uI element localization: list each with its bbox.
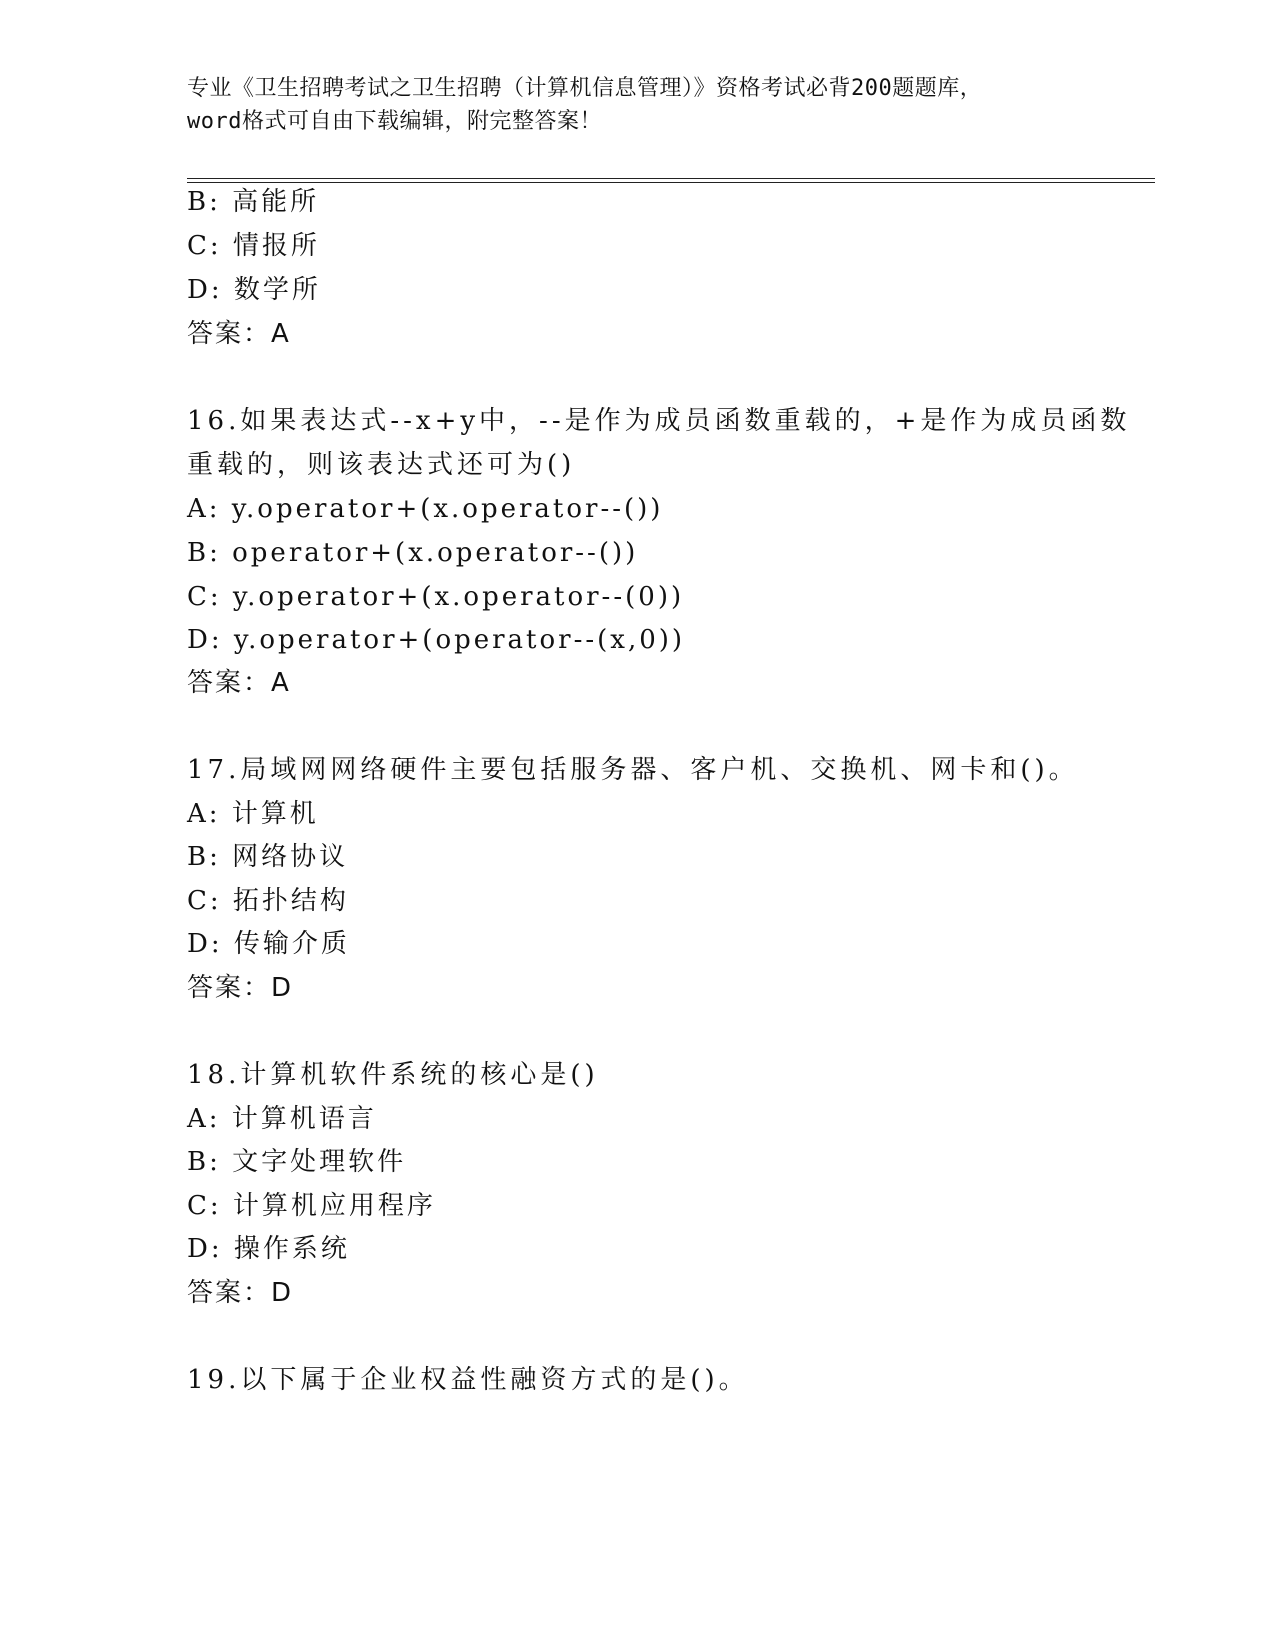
header-divider — [187, 178, 1155, 183]
q19-text: 19.以下属于企业权益性融资方式的是()。 — [187, 1365, 749, 1395]
q16-option-a: A: y.operator+(x.operator--()) — [187, 494, 664, 524]
q17-option-a: A: 计算机 — [187, 799, 319, 829]
header-title-line-1: 专业《卫生招聘考试之卫生招聘（计算机信息管理）》资格考试必背200题题库， — [187, 76, 983, 101]
q18-text: 18.计算机软件系统的核心是() — [187, 1060, 599, 1090]
q17-option-b: B: 网络协议 — [187, 842, 349, 872]
q18-option-a: A: 计算机语言 — [187, 1104, 377, 1134]
q17-answer: 答案：D — [187, 973, 294, 1003]
q18-option-c: C: 计算机应用程序 — [187, 1191, 436, 1221]
header-title-line-2: word格式可自由下载编辑，附完整答案！ — [187, 109, 602, 134]
document-header — [187, 72, 1087, 138]
q16-option-b: B: operator+(x.operator--()) — [187, 538, 639, 568]
q17-option-c: C: 拓扑结构 — [187, 886, 349, 916]
q16-option-c: C: y.operator+(x.operator--(0)) — [187, 582, 685, 612]
q18-option-b: B: 文字处理软件 — [187, 1147, 407, 1177]
q16-text-line-2: 重载的，则该表达式还可为() — [187, 450, 576, 480]
q16-option-d: D: y.operator+(operator--(x,0)) — [187, 625, 686, 655]
prev-option-d: D: 数学所 — [187, 275, 321, 305]
prev-answer: 答案：A — [187, 319, 291, 349]
prev-option-b: B: 高能所 — [187, 187, 320, 217]
q16-answer: 答案：A — [187, 668, 291, 698]
q18-option-d: D: 操作系统 — [187, 1234, 350, 1264]
q17-option-d: D: 传输介质 — [187, 929, 350, 959]
q17-text: 17.局域网网络硬件主要包括服务器、客户机、交换机、网卡和()。 — [187, 755, 1079, 785]
prev-option-c: C: 情报所 — [187, 231, 320, 261]
q16-text-line-1: 16.如果表达式--x+y中，--是作为成员函数重载的，+是作为成员函数 — [187, 406, 1131, 436]
q18-answer: 答案：D — [187, 1278, 294, 1308]
